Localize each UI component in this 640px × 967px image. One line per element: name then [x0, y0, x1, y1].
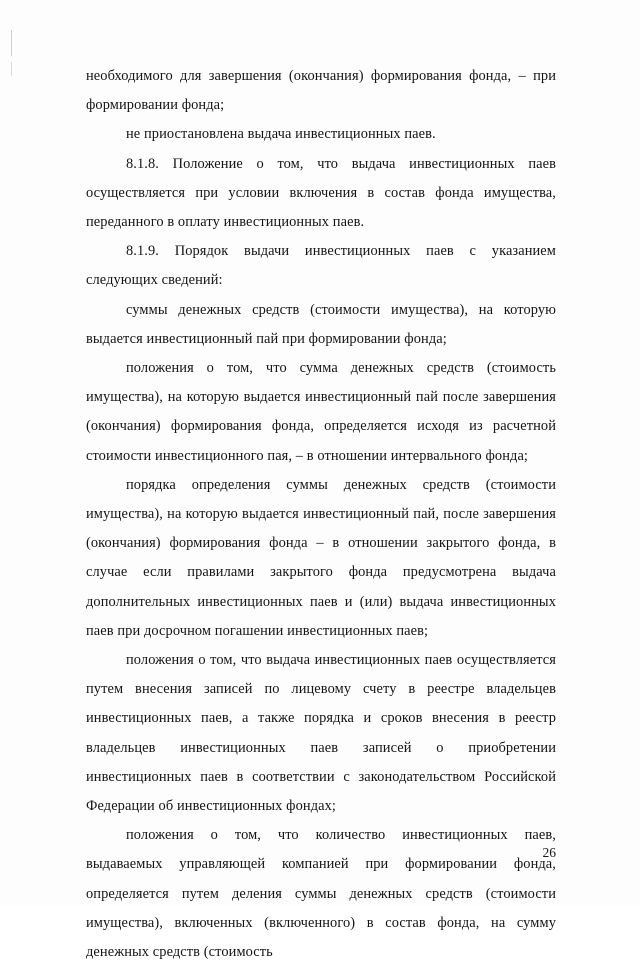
page-number: 26	[542, 845, 556, 860]
document-body	[86, 62, 556, 967]
paragraph: суммы денежных средств (стоимости имущества), на которую выдается инвестиционный пай при формировании фонда;	[86, 301, 556, 347]
scan-artifact-bottom	[11, 62, 12, 76]
paragraph: порядка определения суммы денежных средств (стоимости имущества), на которую выдается инвестиционный пай, после завершения (окончания) формирования фонда – в отношении закрытого фонда, в случае если правилами закрытого фонда предусмотрена выдача дополнительных инвестиционных паев и (или) выдача инвестиционных паев при досрочном погашении инвестиционных паев;	[86, 476, 556, 639]
paragraph: положения о том, что сумма денежных средств (стоимость имущества), на которую выдается инвестиционный пай после завершения (окончания) формирования фонда, определяется исходя из расчетной стоимости инвестиционного пая, – в отношении интервального фонда;	[86, 360, 556, 464]
paragraph: положения о том, что количество инвестиционных паев, выдаваемых управляющей компанией при формировании фонда, определяется путем деления суммы денежных средств (стоимости имущества), включенных (включенного) в состав фонда, на сумму денежных средств (стоимость	[86, 827, 556, 961]
scan-artifact-top	[11, 30, 12, 56]
paragraph: не приостановлена выдача инвестиционных паев.	[126, 126, 436, 143]
paragraph: 8.1.9. Порядок выдачи инвестиционных паев с указанием следующих сведений:	[86, 243, 556, 289]
paragraph: 8.1.8. Положение о том, что выдача инвестиционных паев осуществляется при условии включения в состав фонда имущества, переданного в оплату инвестиционных паев.	[86, 155, 556, 231]
paragraph: положения о том, что выдача инвестиционных паев осуществляется путем внесения записей по лицевому счету в реестре владельцев инвестиционных паев, а также порядка и сроков внесения в реестр владельцев инвестиционных паев записей о приобретении инвестиционных паев в соответствии с законодательством Российской Федерации об инвестиционных фондах;	[86, 652, 556, 815]
paragraph: необходимого для завершения (окончания) формирования фонда, – при формировании фонда;	[86, 68, 556, 114]
